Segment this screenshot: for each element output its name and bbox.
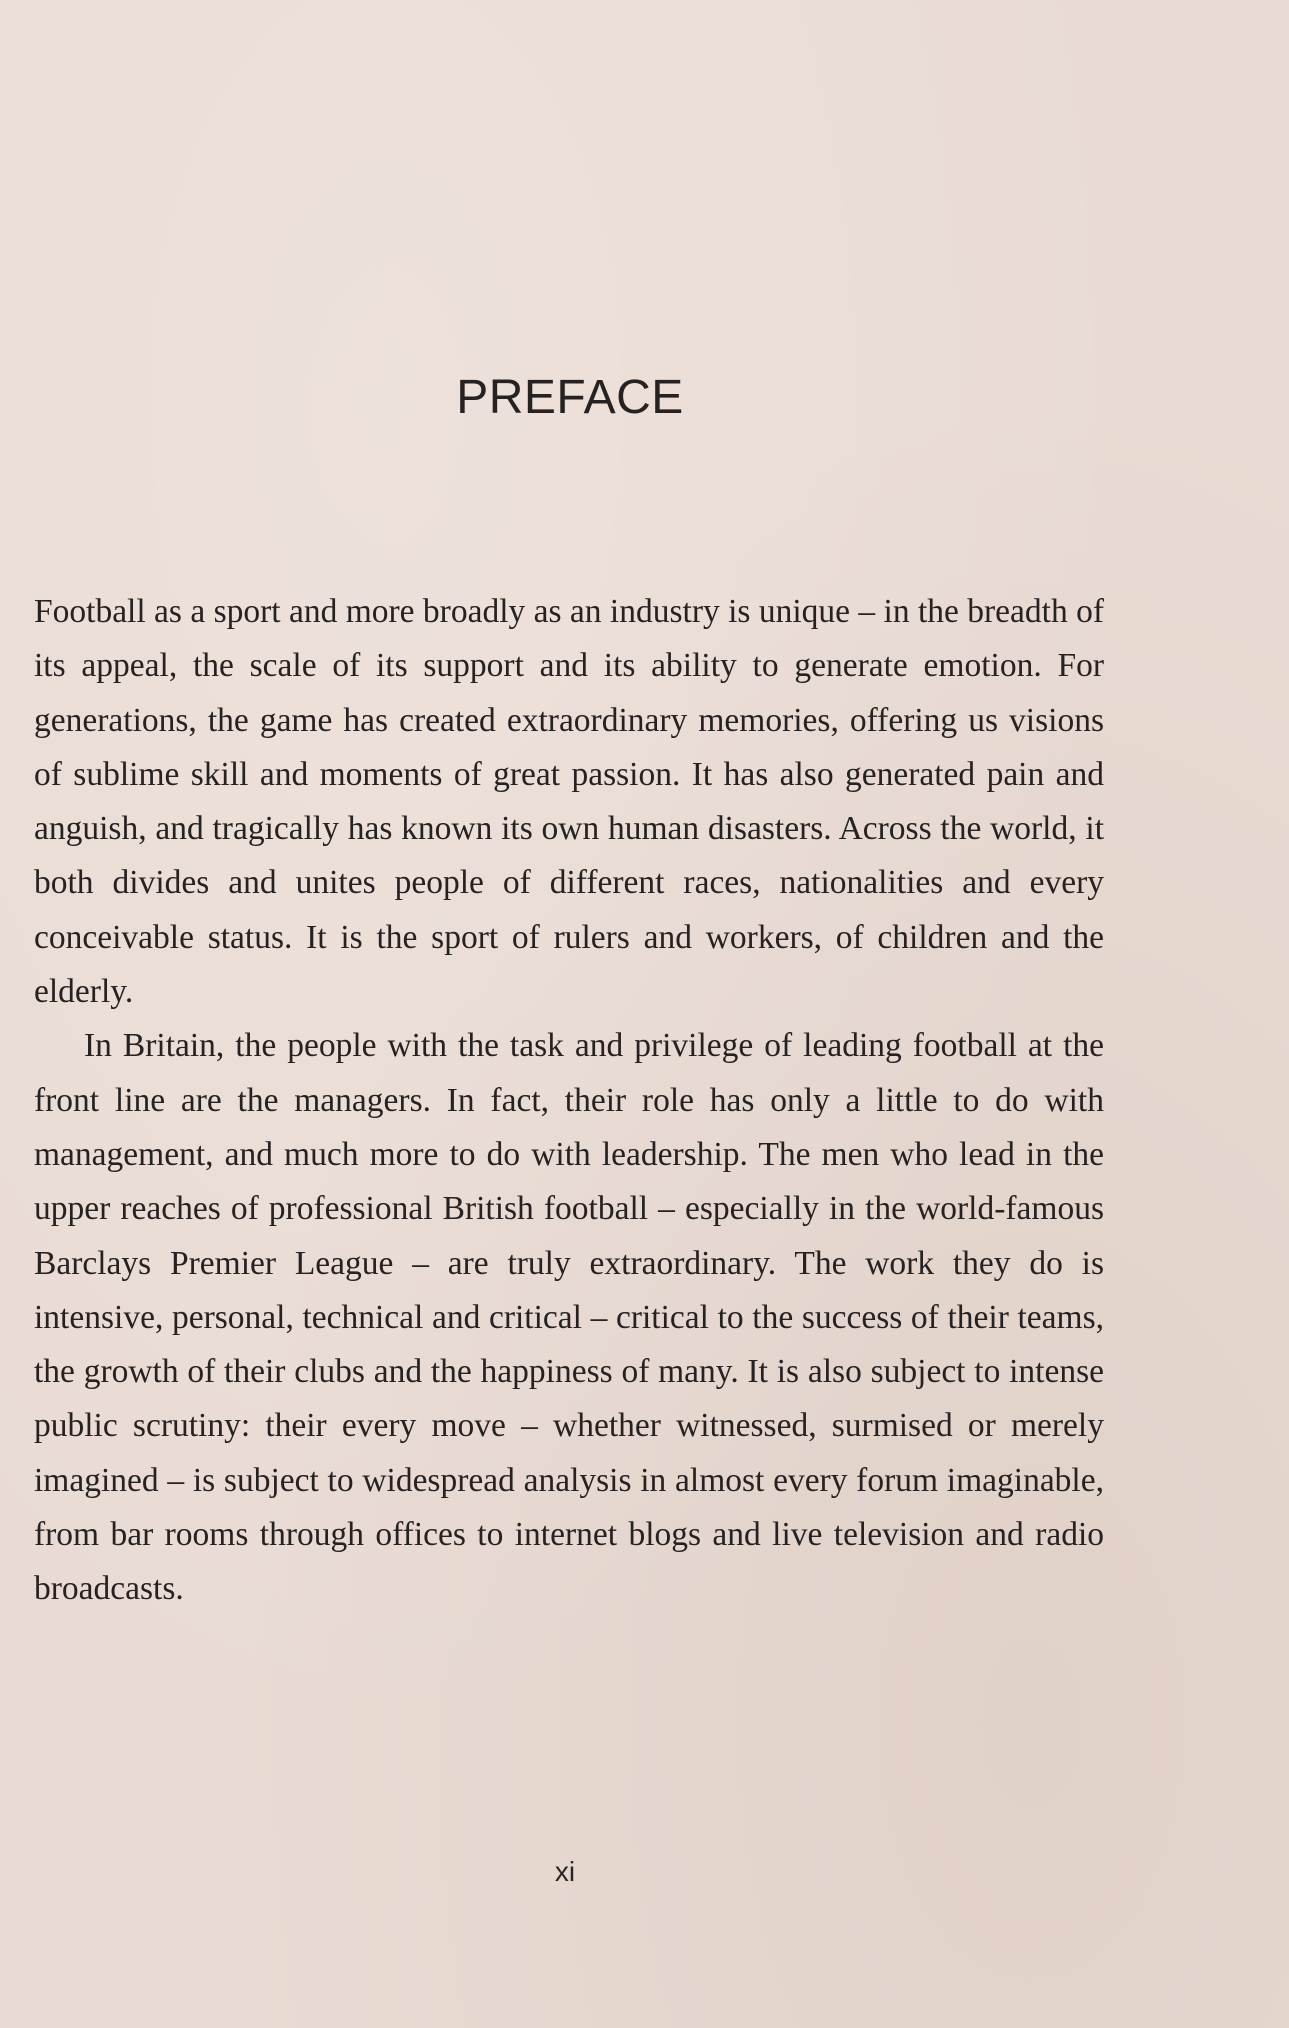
paragraph-2: In Britain, the people with the task and privilege of leading football at the front line are the managers. In fact, their role has only a little to do with management, and much more to do with leadership. The men who lead in the upper reaches of professional British football – especially in the world-famous Barclays Premier League – are truly extraordinary. The work they do is intensive, personal, technical and critical – critical to the success of their teams, the growth of their clubs and the happiness of many. It is also subject to intense public scrutiny: their every move – whether witnessed, surmised or merely imagined – is subject to widespread analysis in almost every forum imaginable, from bar rooms through offices to internet blogs and live television and radio broadcasts. [34, 1027, 1104, 1608]
paragraph-1: Football as a sport and more broadly as an industry is unique – in the breadth of its appeal, the scale of its support and its ability to generate emotion. For generations, the game has created extraordinary memories, offering us visions of sublime skill and moments of great passion. It has also generated pain and anguish, and tragically has known its own human disasters. Across the world, it both divides and unites people of different races, nationalities and every conceivable status. It is the sport of rulers and workers, of children and the elderly. [34, 593, 1104, 1011]
page-number: xi [554, 1856, 576, 1887]
body-text [34, 585, 1104, 1617]
show-through-texture [34, 30, 1104, 84]
page-title: PREFACE [456, 371, 684, 425]
